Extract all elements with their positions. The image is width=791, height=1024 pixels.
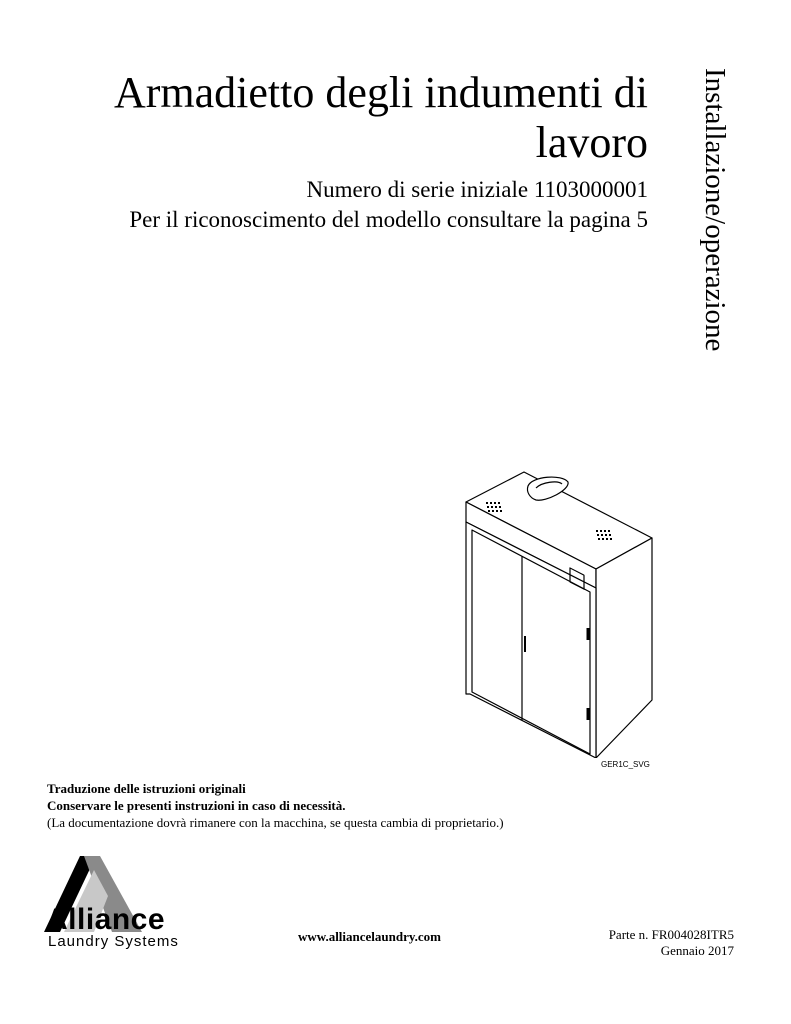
model-reference-line: Per il riconoscimento del modello consultare la pagina 5: [129, 207, 648, 232]
instructions-notes: [47, 780, 504, 831]
keep-instructions-note: Conservare le presenti instruzioni in caso di necessità.: [47, 798, 346, 813]
website-link[interactable]: www.alliancelaundry.com: [298, 929, 442, 944]
figure-code: GER1C_SVG: [601, 760, 650, 769]
translation-note: Traduzione delle istruzioni originali: [47, 781, 246, 796]
part-number: Parte n. FR004028ITR5: [608, 927, 734, 942]
publication-date: Gennaio 2017: [660, 943, 734, 958]
section-label: Installazione/operazione: [699, 68, 731, 352]
alliance-logo: [36, 856, 204, 952]
ownership-note: (La documentazione dovrà rimanere con la macchina, se questa cambia di proprietario.): [47, 815, 504, 830]
cabinet-illustration: [462, 468, 662, 758]
brand-tagline: Laundry Systems: [48, 933, 179, 950]
document-title: Armadietto degli indumenti di lavoro: [113, 68, 648, 167]
brand-name: Alliance: [46, 903, 166, 936]
serial-number-line: Numero di serie iniziale 1103000001: [306, 177, 648, 202]
part-info: [609, 927, 734, 959]
